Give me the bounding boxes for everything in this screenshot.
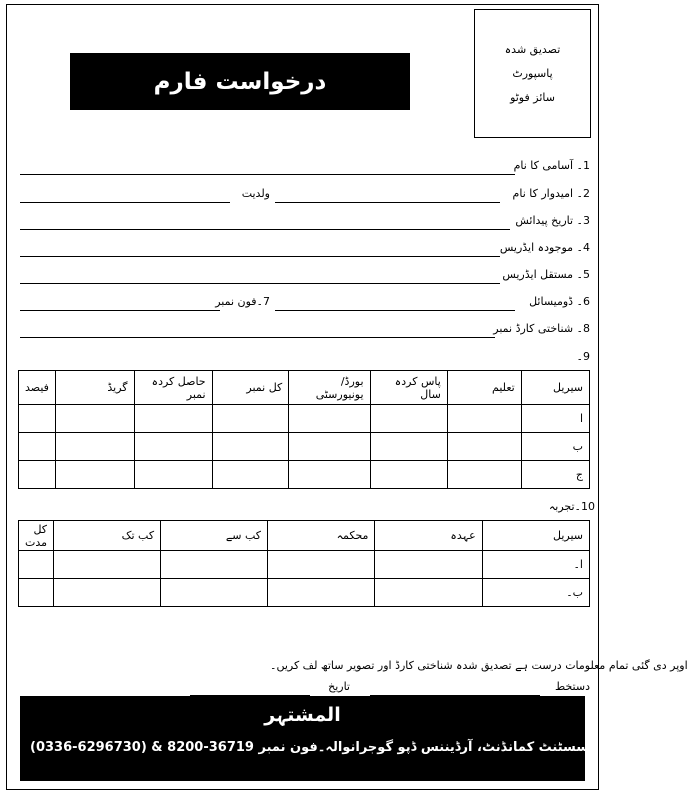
signature-label: دستخط [555,680,590,693]
field-line[interactable] [20,283,500,284]
table-cell[interactable] [19,405,56,433]
field-cnic[interactable] [20,320,590,340]
header-serial: سیریل [521,371,589,405]
phone-label: 7۔فون نمبر [215,295,270,308]
field-domicile[interactable] [20,293,590,313]
header-board: بورڈ/یونیورسٹی [289,371,370,405]
form-title: درخواست فارم [70,53,410,110]
table-cell[interactable] [370,405,447,433]
declaration-text: اوپر دی گئی تمام معلومات درست ہے تصدیق شدہ شناختی کارڈ اور تصویر ساتھ لف کریں۔ [270,659,688,672]
table-row [19,405,590,433]
table-cell[interactable] [19,579,54,607]
father-name-line[interactable] [20,202,230,203]
field-label: 1۔ آسامی کا نام [513,159,590,172]
field-label: 6۔ ڈومیسائل [529,295,590,308]
field-label: 4۔ موجودہ ایڈریس [499,241,590,254]
header-to: کب تک [54,521,161,551]
photo-box-line-3: سائز فوٹو [510,90,555,104]
field-label: 3۔ تاریخ پیدائش [515,214,590,227]
header-department: محکمہ [268,521,375,551]
education-header-row [19,371,590,405]
table-cell[interactable] [19,461,56,489]
table-cell[interactable] [289,433,370,461]
table-cell[interactable] [268,579,375,607]
serial-cell: ب۔ [482,579,589,607]
field-label: 2۔ امیدوار کا نام [512,187,590,200]
advertiser-title: المشتہر [264,704,341,726]
experience-label: 10۔تجربہ [548,500,595,513]
header-serial: سیریل [482,521,589,551]
table-row [19,551,590,579]
header-grade: گریڈ [55,371,134,405]
table-row [19,579,590,607]
serial-cell: ا [521,405,589,433]
field-line[interactable] [20,256,500,257]
field-line[interactable] [20,337,495,338]
field-permanent-address[interactable] [20,266,590,286]
table-cell[interactable] [447,461,521,489]
field-9-label: 9۔ [576,350,590,363]
table-cell[interactable] [375,551,482,579]
experience-table [18,520,590,607]
field-label: 5۔ مستقل ایڈریس [502,268,590,281]
table-cell[interactable] [212,433,289,461]
field-line[interactable] [275,202,500,203]
header-passing-year: پاس کردہ سال [370,371,447,405]
field-date-of-birth[interactable] [20,212,590,232]
table-cell[interactable] [54,579,161,607]
table-cell[interactable] [212,405,289,433]
table-cell[interactable] [19,551,54,579]
header-total-period: کل مدت [19,521,54,551]
field-label: 8۔ شناختی کارڈ نمبر [493,322,590,335]
header-obtained-marks: حاصل کردہ نمبر [134,371,212,405]
table-cell[interactable] [134,461,212,489]
table-cell[interactable] [161,579,268,607]
contact-phones: (0336-6296730) & 8200-36719 [30,740,254,755]
table-cell[interactable] [268,551,375,579]
table-cell[interactable] [289,461,370,489]
table-cell[interactable] [289,405,370,433]
photo-box-line-2: پاسپورٹ [512,66,553,80]
header-from: کب سے [161,521,268,551]
table-cell[interactable] [55,461,134,489]
serial-cell: ب [521,433,589,461]
field-post-name[interactable] [20,157,590,177]
field-current-address[interactable] [20,239,590,259]
photo-box-line-1: تصدیق شدہ [504,42,561,56]
table-cell[interactable] [212,461,289,489]
footer-banner [20,696,599,781]
date-label: تاریخ [328,680,350,693]
table-row [19,461,590,489]
father-name-label: ولدیت [241,187,270,200]
table-cell[interactable] [375,579,482,607]
header-education: تعلیم [447,371,521,405]
table-cell[interactable] [134,405,212,433]
serial-cell: ج [521,461,589,489]
field-line[interactable] [20,174,515,175]
table-cell[interactable] [370,433,447,461]
table-cell[interactable] [55,405,134,433]
field-line[interactable] [20,229,510,230]
contact-address: اسسٹنٹ کمانڈنٹ، آرڈیننس ڈپو گوجرانوالہ۔فون نمبر: [258,740,599,755]
experience-header-row [19,521,590,551]
table-cell[interactable] [55,433,134,461]
photo-box [474,9,591,138]
header-total-marks: کل نمبر [212,371,289,405]
field-line[interactable] [275,310,515,311]
footer-contact [30,740,599,755]
table-cell[interactable] [134,433,212,461]
table-cell[interactable] [447,405,521,433]
table-row [19,433,590,461]
table-cell[interactable] [54,551,161,579]
education-table [18,370,590,489]
header-designation: عہدہ [375,521,482,551]
table-cell[interactable] [19,433,56,461]
table-cell[interactable] [161,551,268,579]
serial-cell: ا۔ [482,551,589,579]
table-cell[interactable] [370,461,447,489]
phone-line[interactable] [20,310,220,311]
table-cell[interactable] [447,433,521,461]
field-candidate-name[interactable] [20,185,590,205]
header-percentage: فیصد [19,371,56,405]
